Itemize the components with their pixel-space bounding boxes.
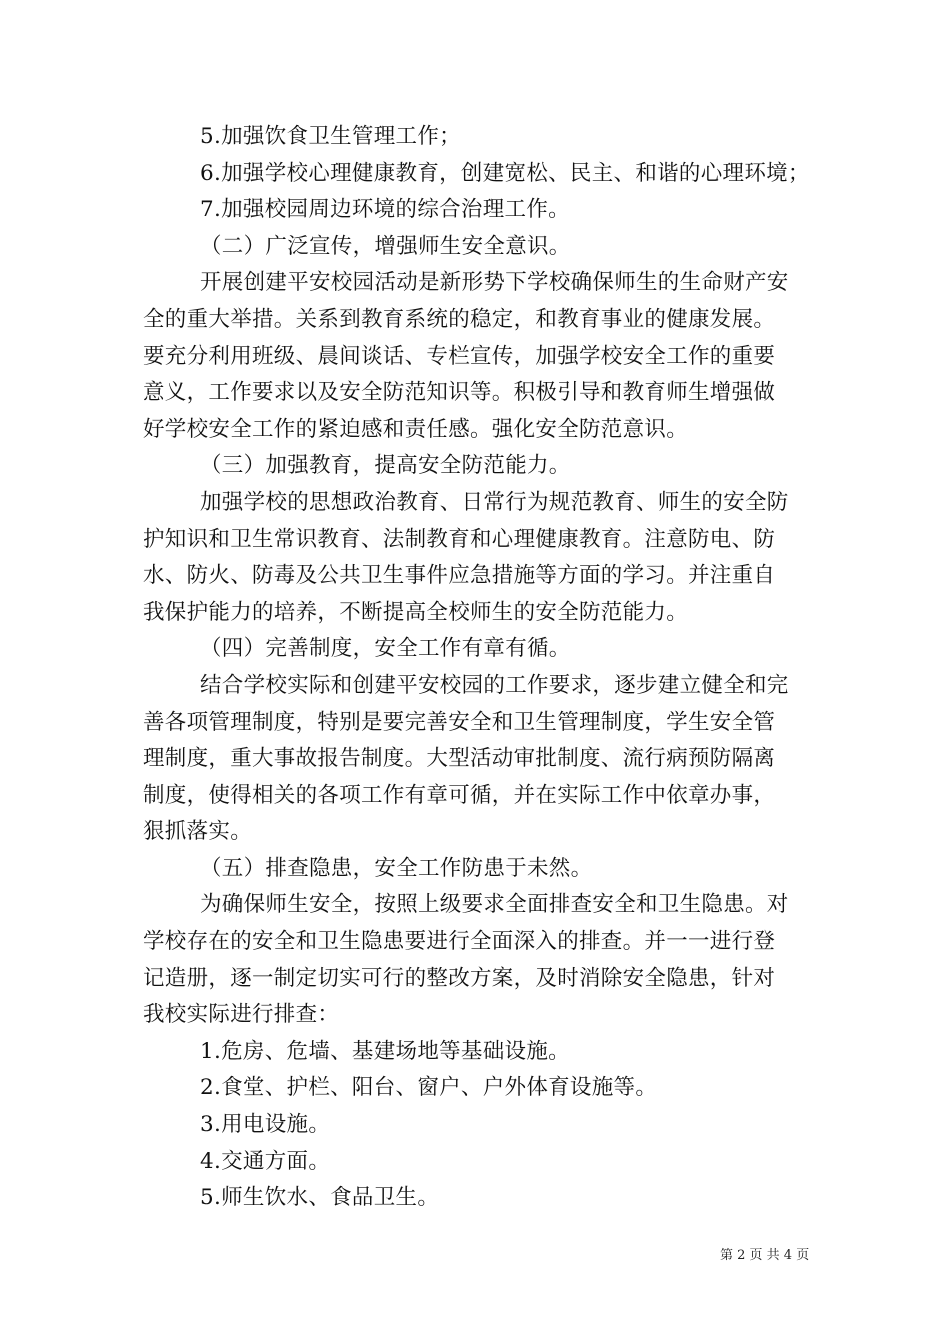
body-line: 全的重大举措。关系到教育系统的稳定，和教育事业的健康发展。 bbox=[143, 306, 776, 332]
document-body bbox=[143, 119, 815, 1217]
section-heading: （三）加强教育，提高安全防范能力。 bbox=[200, 453, 571, 479]
body-line: 记造册，逐一制定切实可行的整改方案，及时消除安全隐患，针对 bbox=[143, 965, 776, 991]
list-item: 1.危房、危墙、基建场地等基础设施。 bbox=[200, 1038, 570, 1064]
body-line: 7.加强校园周边环境的综合治理工作。 bbox=[200, 197, 570, 223]
list-item: 5.师生饮水、食品卫生。 bbox=[200, 1185, 440, 1211]
section-heading: （四）完善制度，安全工作有章有循。 bbox=[200, 636, 571, 662]
list-item: 2.食堂、护栏、阳台、窗户、户外体育设施等。 bbox=[200, 1075, 658, 1101]
page-number: 第 2 页 共 4 页 bbox=[720, 1248, 810, 1263]
body-line: 好学校安全工作的紧迫感和责任感。强化安全防范意识。 bbox=[143, 416, 689, 442]
section-heading: （二）广泛宣传，增强师生安全意识。 bbox=[200, 233, 571, 259]
body-line: 水、防火、防毒及公共卫生事件应急措施等方面的学习。并注重自 bbox=[143, 563, 776, 589]
body-line: 结合学校实际和创建平安校园的工作要求，逐步建立健全和完 bbox=[200, 672, 789, 698]
body-line: 善各项管理制度，特别是要完善安全和卫生管理制度，学生安全管 bbox=[143, 709, 776, 735]
body-line: 要充分利用班级、晨间谈话、专栏宣传，加强学校安全工作的重要 bbox=[143, 343, 776, 369]
list-item: 3.用电设施。 bbox=[200, 1112, 331, 1138]
list-item: 4.交通方面。 bbox=[200, 1148, 331, 1174]
body-line: 6.加强学校心理健康教育，创建宽松、民主、和谐的心理环境； bbox=[200, 160, 810, 186]
section-heading: （五）排查隐患，安全工作防患于未然。 bbox=[200, 855, 593, 881]
body-line: 意义，工作要求以及安全防范知识等。积极引导和教育师生增强做 bbox=[143, 380, 776, 406]
body-line: 狠抓落实。 bbox=[143, 819, 253, 845]
body-line: 我校实际进行排查： bbox=[143, 1002, 340, 1028]
body-line: 护知识和卫生常识教育、法制教育和心理健康教育。注意防电、防 bbox=[143, 526, 776, 552]
body-line: 开展创建平安校园活动是新形势下学校确保师生的生命财产安 bbox=[200, 270, 789, 296]
body-line: 制度，使得相关的各项工作有章可循，并在实际工作中依章办事， bbox=[143, 782, 776, 808]
body-line: 我保护能力的培养，不断提高全校师生的安全防范能力。 bbox=[143, 599, 689, 625]
body-line: 学校存在的安全和卫生隐患要进行全面深入的排查。并一一进行登 bbox=[143, 929, 776, 955]
body-line: 为确保师生安全，按照上级要求全面排查安全和卫生隐患。对 bbox=[200, 892, 789, 918]
body-line: 理制度，重大事故报告制度。大型活动审批制度、流行病预防隔离 bbox=[143, 746, 776, 772]
body-line: 5.加强饮食卫生管理工作； bbox=[200, 124, 461, 149]
body-line: 加强学校的思想政治教育、日常行为规范教育、师生的安全防 bbox=[200, 489, 789, 515]
